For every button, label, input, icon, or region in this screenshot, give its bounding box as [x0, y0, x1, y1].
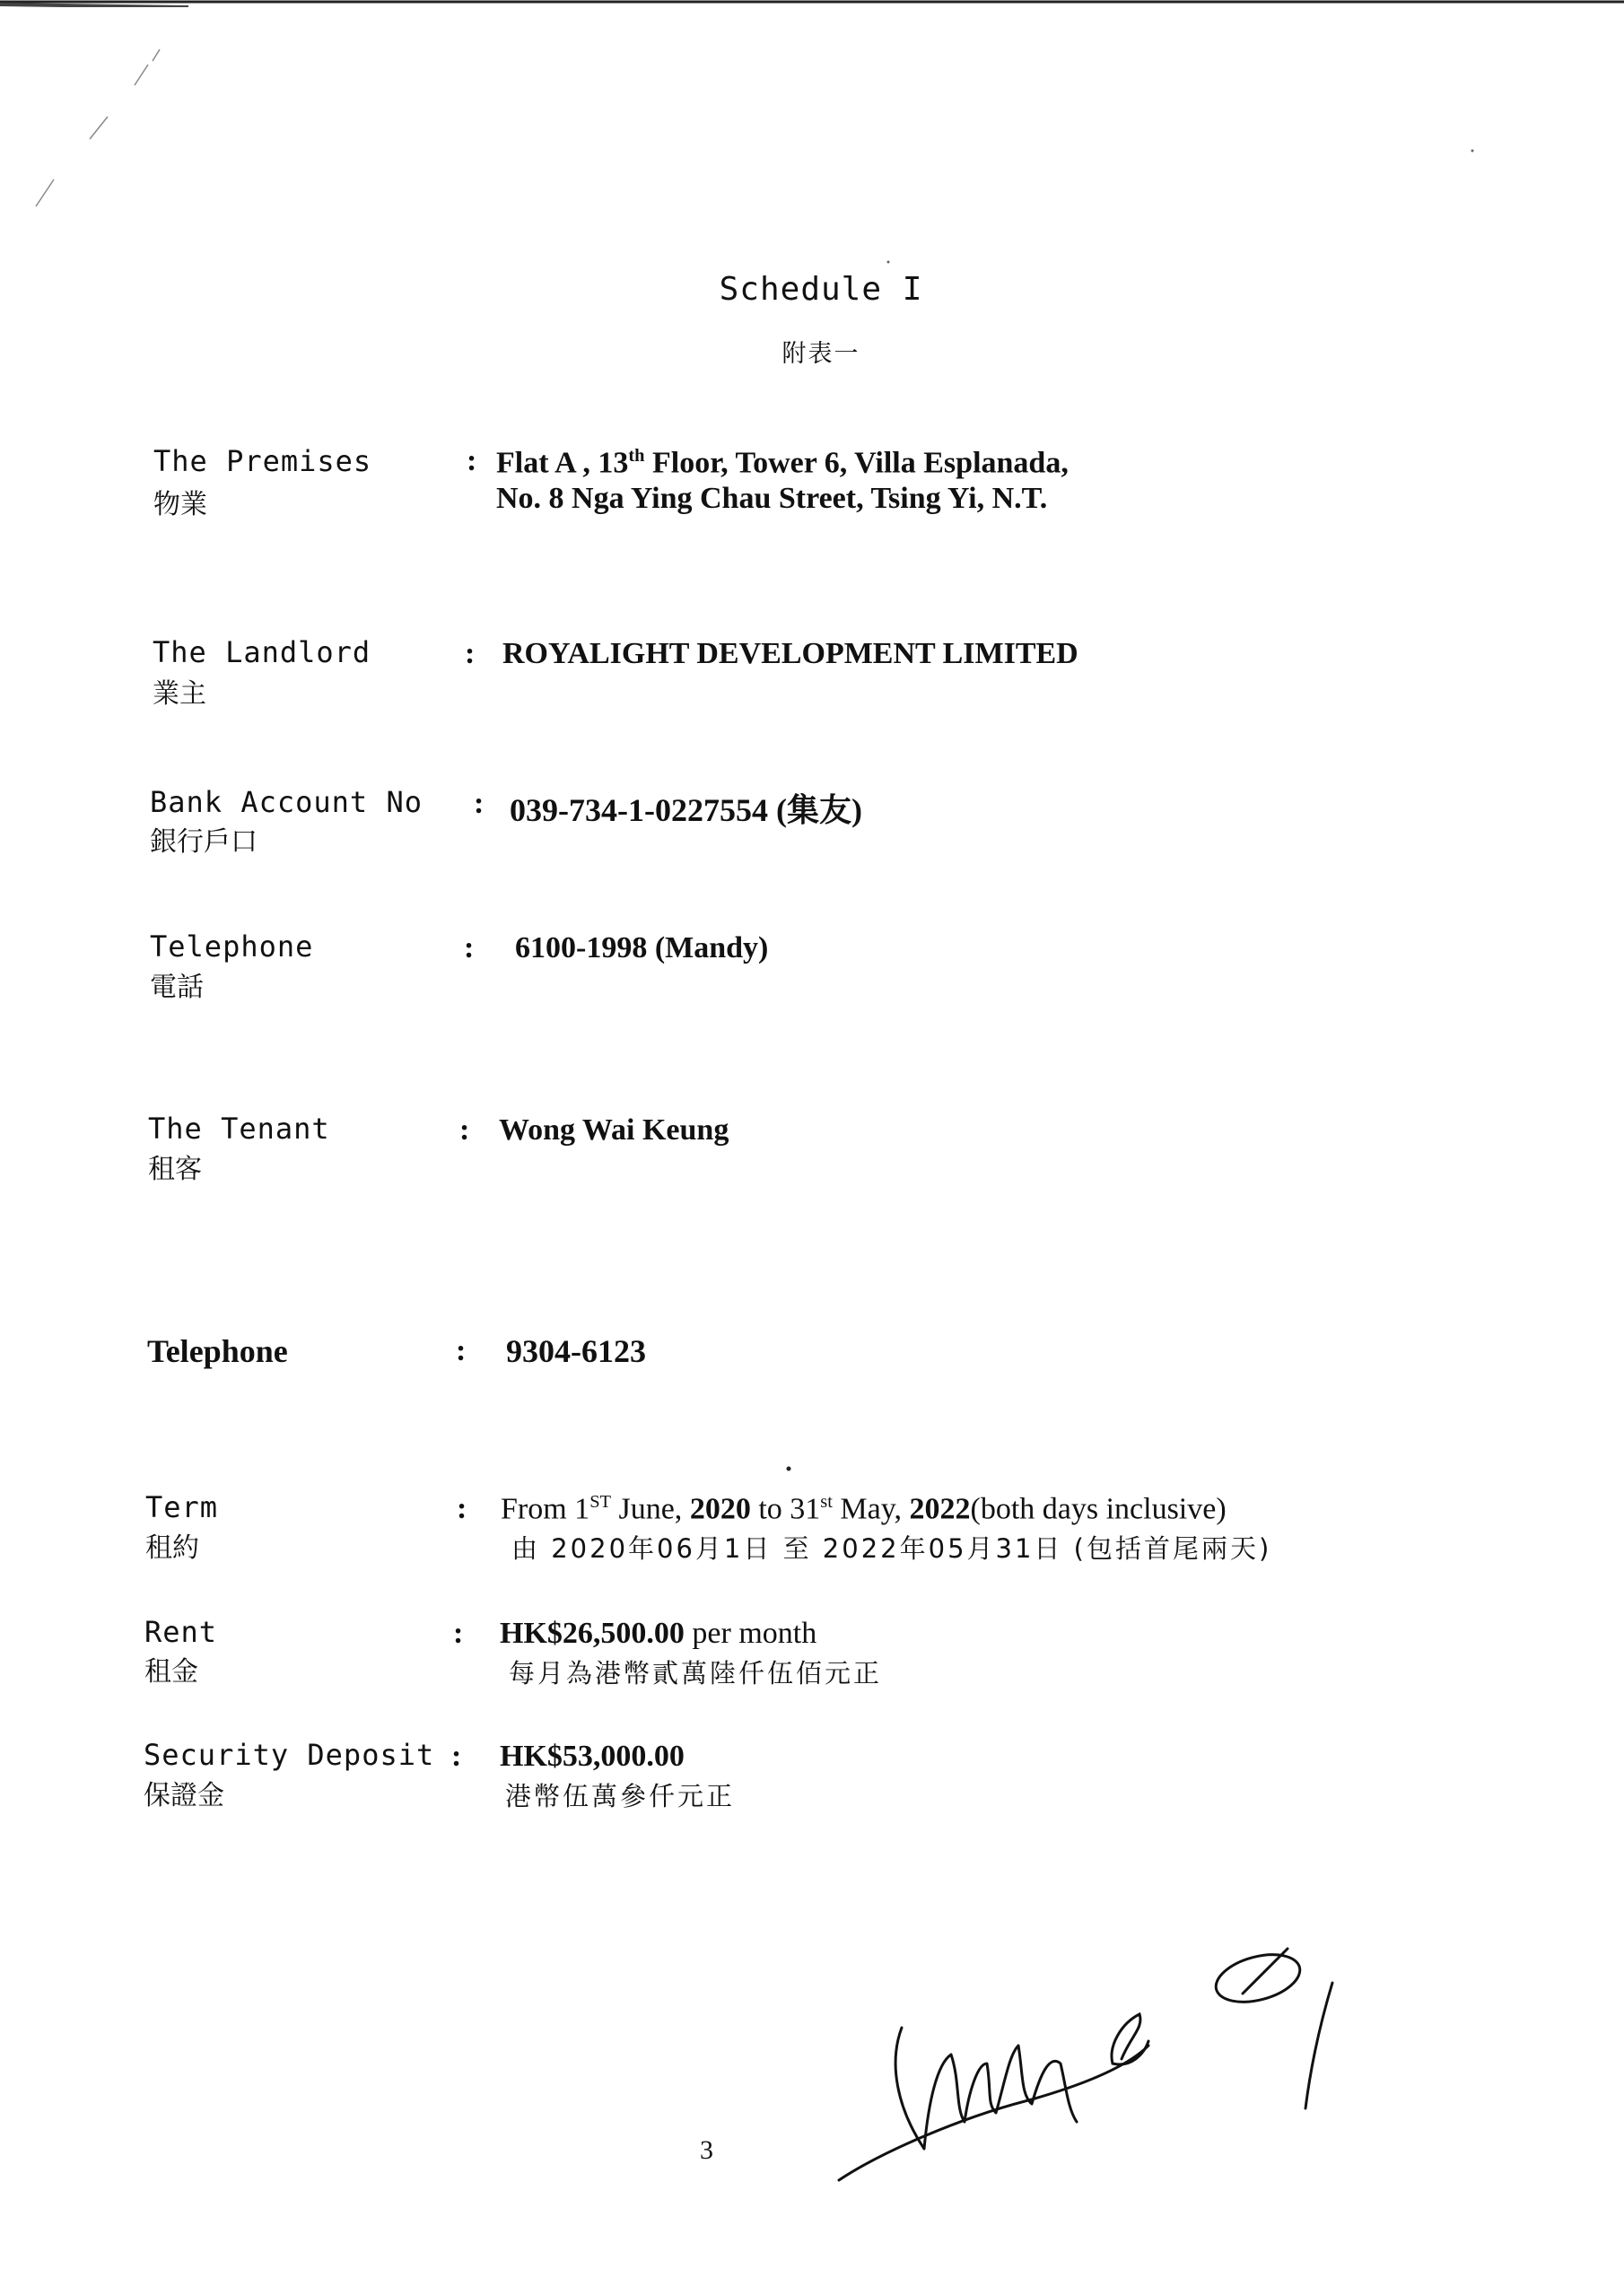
- scan-edge: [0, 0, 1624, 7]
- deposit-label-zh: 保證金: [144, 1780, 224, 1811]
- rent-colon: :: [453, 1617, 464, 1650]
- deposit-colon: :: [451, 1740, 462, 1773]
- schedule-subtitle: 附表一: [781, 340, 860, 368]
- rent-amount-chinese: 每月為港幣貳萬陸仟伍佰元正: [509, 1658, 883, 1689]
- tenant-phone-value: 9304-6123: [506, 1333, 646, 1369]
- landlord-label-en: The Landlord: [153, 635, 371, 669]
- term-english: From 1ST June, 2020 to 31st May, 2022(both days inclusive): [501, 1492, 1227, 1526]
- deposit-label-en: Security Deposit: [144, 1738, 435, 1772]
- term-colon: :: [457, 1492, 467, 1525]
- bank-colon: :: [474, 787, 485, 820]
- tenant-label-zh: 租客: [148, 1154, 202, 1185]
- landlord-colon: :: [465, 637, 476, 670]
- landlord-phone-label-en: Telephone: [150, 929, 314, 964]
- premises-colon: :: [467, 444, 477, 477]
- landlord-phone-label-zh: 電話: [150, 972, 204, 1003]
- schedule-title: Schedule I: [719, 271, 923, 308]
- premises-address-line2: No. 8 Nga Ying Chau Street, Tsing Yi, N.T.: [496, 482, 1048, 515]
- landlord-label-zh: 業主: [153, 678, 206, 710]
- landlord-phone-value: 6100-1998 (Mandy): [515, 931, 769, 964]
- tenant-phone-label: Telephone: [147, 1333, 288, 1369]
- premises-address-line1: Flat A , 13th Floor, Tower 6, Villa Esplanada,: [496, 446, 1069, 480]
- landlord-phone-colon: :: [464, 931, 475, 964]
- deposit-amount-chinese: 港幣伍萬參仟元正: [505, 1781, 736, 1811]
- term-label-en: Term: [145, 1490, 219, 1524]
- bank-account-number: 039-734-1-0227554 (集友): [510, 792, 862, 828]
- rent-label-en: Rent: [144, 1615, 218, 1649]
- page-number: 3: [700, 2135, 713, 2165]
- deposit-amount: HK$53,000.00: [500, 1740, 685, 1773]
- term-chinese: 由 2020年06月1日 至 2022年05月31日 (包括首尾兩天): [511, 1533, 1272, 1564]
- tenant-label-en: The Tenant: [148, 1112, 330, 1146]
- signature: [825, 1929, 1364, 2198]
- rent-label-zh: 租金: [144, 1656, 198, 1688]
- tenant-phone-colon: :: [456, 1334, 467, 1367]
- term-label-zh: 租約: [145, 1532, 199, 1564]
- premises-label-zh: 物業: [153, 489, 207, 520]
- bank-label-en: Bank Account No: [150, 785, 423, 819]
- tenant-colon: :: [459, 1113, 470, 1147]
- tenant-name: Wong Wai Keung: [499, 1113, 729, 1147]
- bank-label-zh: 銀行戶口: [150, 826, 258, 858]
- landlord-name: ROYALIGHT DEVELOPMENT LIMITED: [502, 637, 1078, 670]
- premises-label-en: The Premises: [153, 444, 372, 478]
- rent-amount: HK$26,500.00 per month: [500, 1617, 817, 1650]
